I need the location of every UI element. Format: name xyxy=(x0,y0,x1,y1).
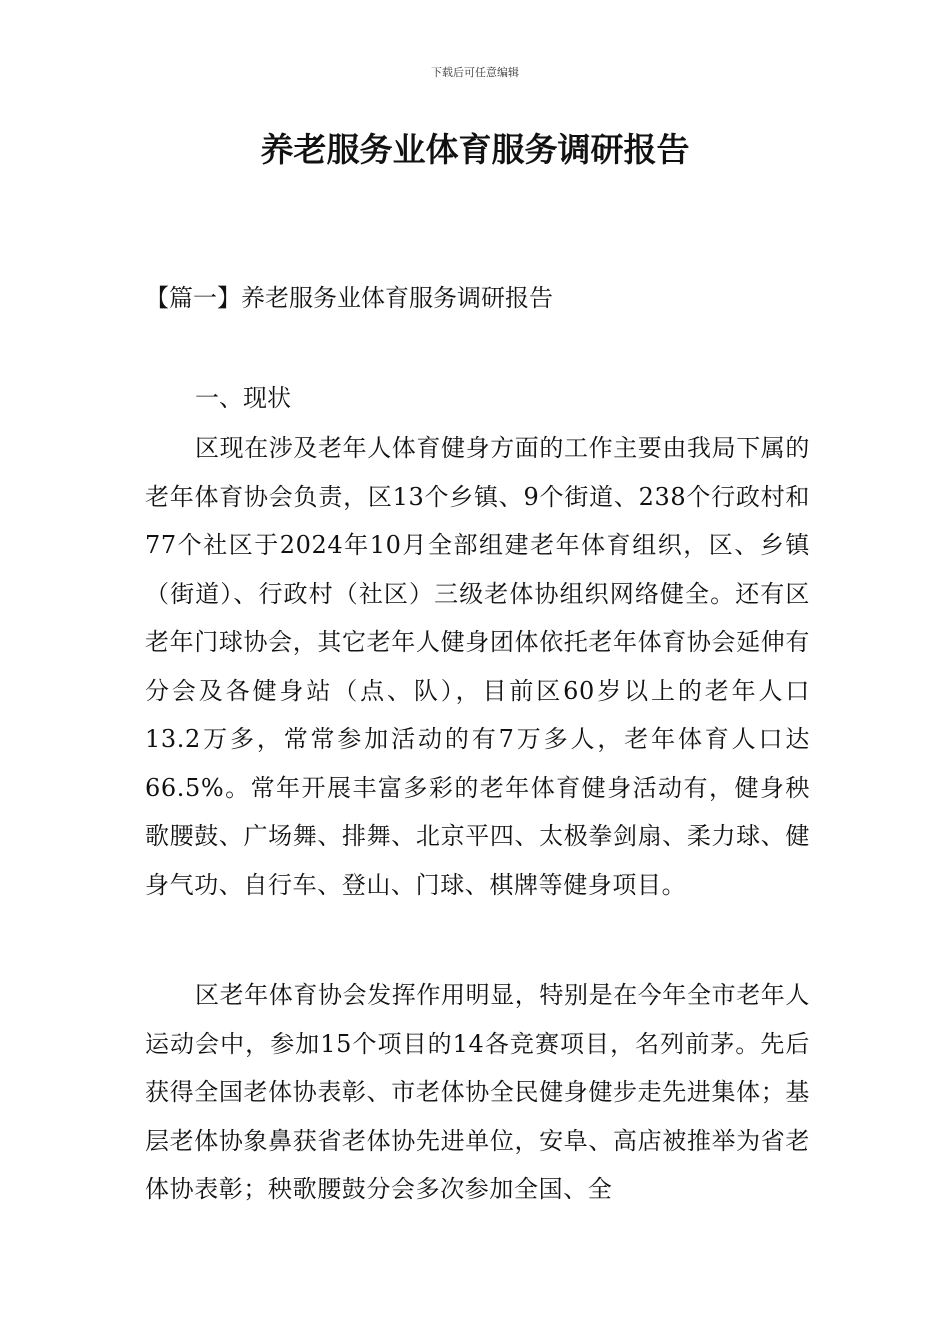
body-paragraph: 区老年体育协会发挥作用明显，特别是在今年全市老年人运动会中，参加15个项目的14各竞赛项目，名列前茅。先后获得全国老体协表彰、市老体协全民健身健步走先进集体；基层老体协象鼻获省老体协先进单位，安阜、高店被推举为省老体协表彰；秧歌腰鼓分会多次参加全国、全 xyxy=(145,981,810,1203)
document-title: 养老服务业体育服务调研报告 xyxy=(260,130,690,169)
section-heading: 【篇一】养老服务业体育服务调研报告 xyxy=(145,284,553,312)
page-header-note: 下载后可任意编辑 xyxy=(431,66,519,79)
body-paragraph: 区现在涉及老年人体育健身方面的工作主要由我局下属的老年体育协会负责，区13个乡镇、9个街道、238个行政村和77个社区于2024年10月全部组建老年体育组织，区、乡镇（街道）、行政村（社区）三级老体协组织网络健全。还有区老年门球协会，其它老年人健身团体依托老年体育协会延伸有分会及各健身站（点、队），目前区60岁以上的老年人口13.2万多，常常参加活动的有7万多人，老年体育人口达66.5%。常年开展丰富多彩的老年体育健身活动有，健身秧歌腰鼓、广场舞、排舞、北京平四、太极拳剑扇、柔力球、健身气功、自行车、登山、门球、棋牌等健身项目。 xyxy=(145,434,810,899)
subheading-status: 一、现状 xyxy=(195,384,291,412)
